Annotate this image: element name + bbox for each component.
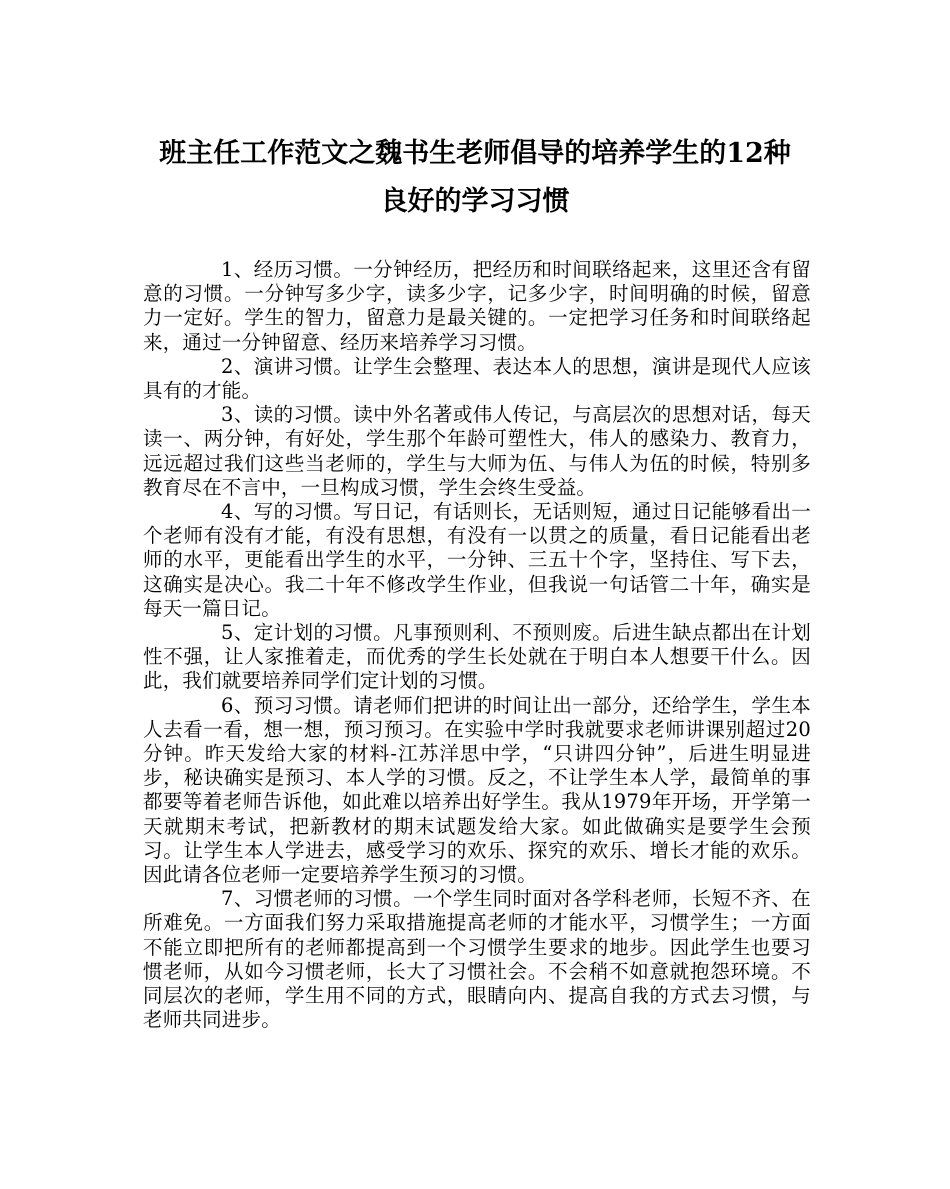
title-line-1: 班主任工作范文之魏书生老师倡导的培养学生的12种 [159,138,791,169]
paragraph-1: 1、经历习惯。一分钟经历，把经历和时间联络起来，这里还含有留意的习惯。一分钟写多少字，读多少字，记多少字，时间明确的时候，留意力一定好。学生的智力，留意力是最关键的。一定把学习任务和时间联络起来，通过一分钟留意、经历来培养学习习惯。 [143,258,811,354]
document-title [100,130,850,226]
paragraph-6: 6、预习习惯。请老师们把讲的时间让出一部分，还给学生，学生本人去看一看，想一想，预习预习。在实验中学时我就要求老师讲课别超过20分钟。昨天发给大家的材料-江苏洋思中学，“只讲四分钟”，后进生明显进步，秘诀确实是预习、本人学的习惯。反之，不让学生本人学，最简单的事都要等着老师告诉他，如此难以培养出好学生。我从1979年开场，开学第一天就期末考试，把新教材的期末试题发给大家。如此做确实是要学生会预习。让学生本人学进去，感受学习的欢乐、探究的欢乐、增长才能的欢乐。因此请各位老师一定要培养学生预习的习惯。 [143,693,811,887]
paragraph-7: 7、习惯老师的习惯。一个学生同时面对各学科老师，长短不齐、在所难免。一方面我们努力采取措施提高老师的才能水平，习惯学生；一方面不能立即把所有的老师都提高到一个习惯学生要求的地步。因此学生也要习惯老师，从如今习惯老师，长大了习惯社会。不会稍不如意就抱怨环境。不同层次的老师，学生用不同的方式，眼睛向内、提高自我的方式去习惯，与老师共同进步。 [143,887,811,1032]
paragraph-4: 4、写的习惯。写日记，有话则长，无话则短，通过日记能够看出一个老师有没有才能，有没有思想，有没有一以贯之的质量，看日记能看出老师的水平，更能看出学生的水平，一分钟、三五十个字，坚持住、写下去，这确实是决心。我二十年不修改学生作业，但我说一句话管二十年，确实是每天一篇日记。 [143,500,811,620]
paragraph-3: 3、读的习惯。读中外名著或伟人传记，与高层次的思想对话，每天读一、两分钟，有好处，学生那个年龄可塑性大，伟人的感染力、教育力，远远超过我们这些当老师的，学生与大师为伍、与伟人为伍的时候，特别多教育尽在不言中，一旦构成习惯，学生会终生受益。 [143,403,811,499]
paragraph-2: 2、演讲习惯。让学生会整理、表达本人的思想，演讲是现代人应该具有的才能。 [143,354,811,403]
title-line-2: 良好的学习习惯 [380,186,570,217]
paragraph-5: 5、定计划的习惯。凡事预则利、不预则废。后进生缺点都出在计划性不强，让人家推着走，而优秀的学生长处就在于明白本人想要干什么。因此，我们就要培养同学们定计划的习惯。 [143,621,811,693]
document-body [143,258,811,1033]
